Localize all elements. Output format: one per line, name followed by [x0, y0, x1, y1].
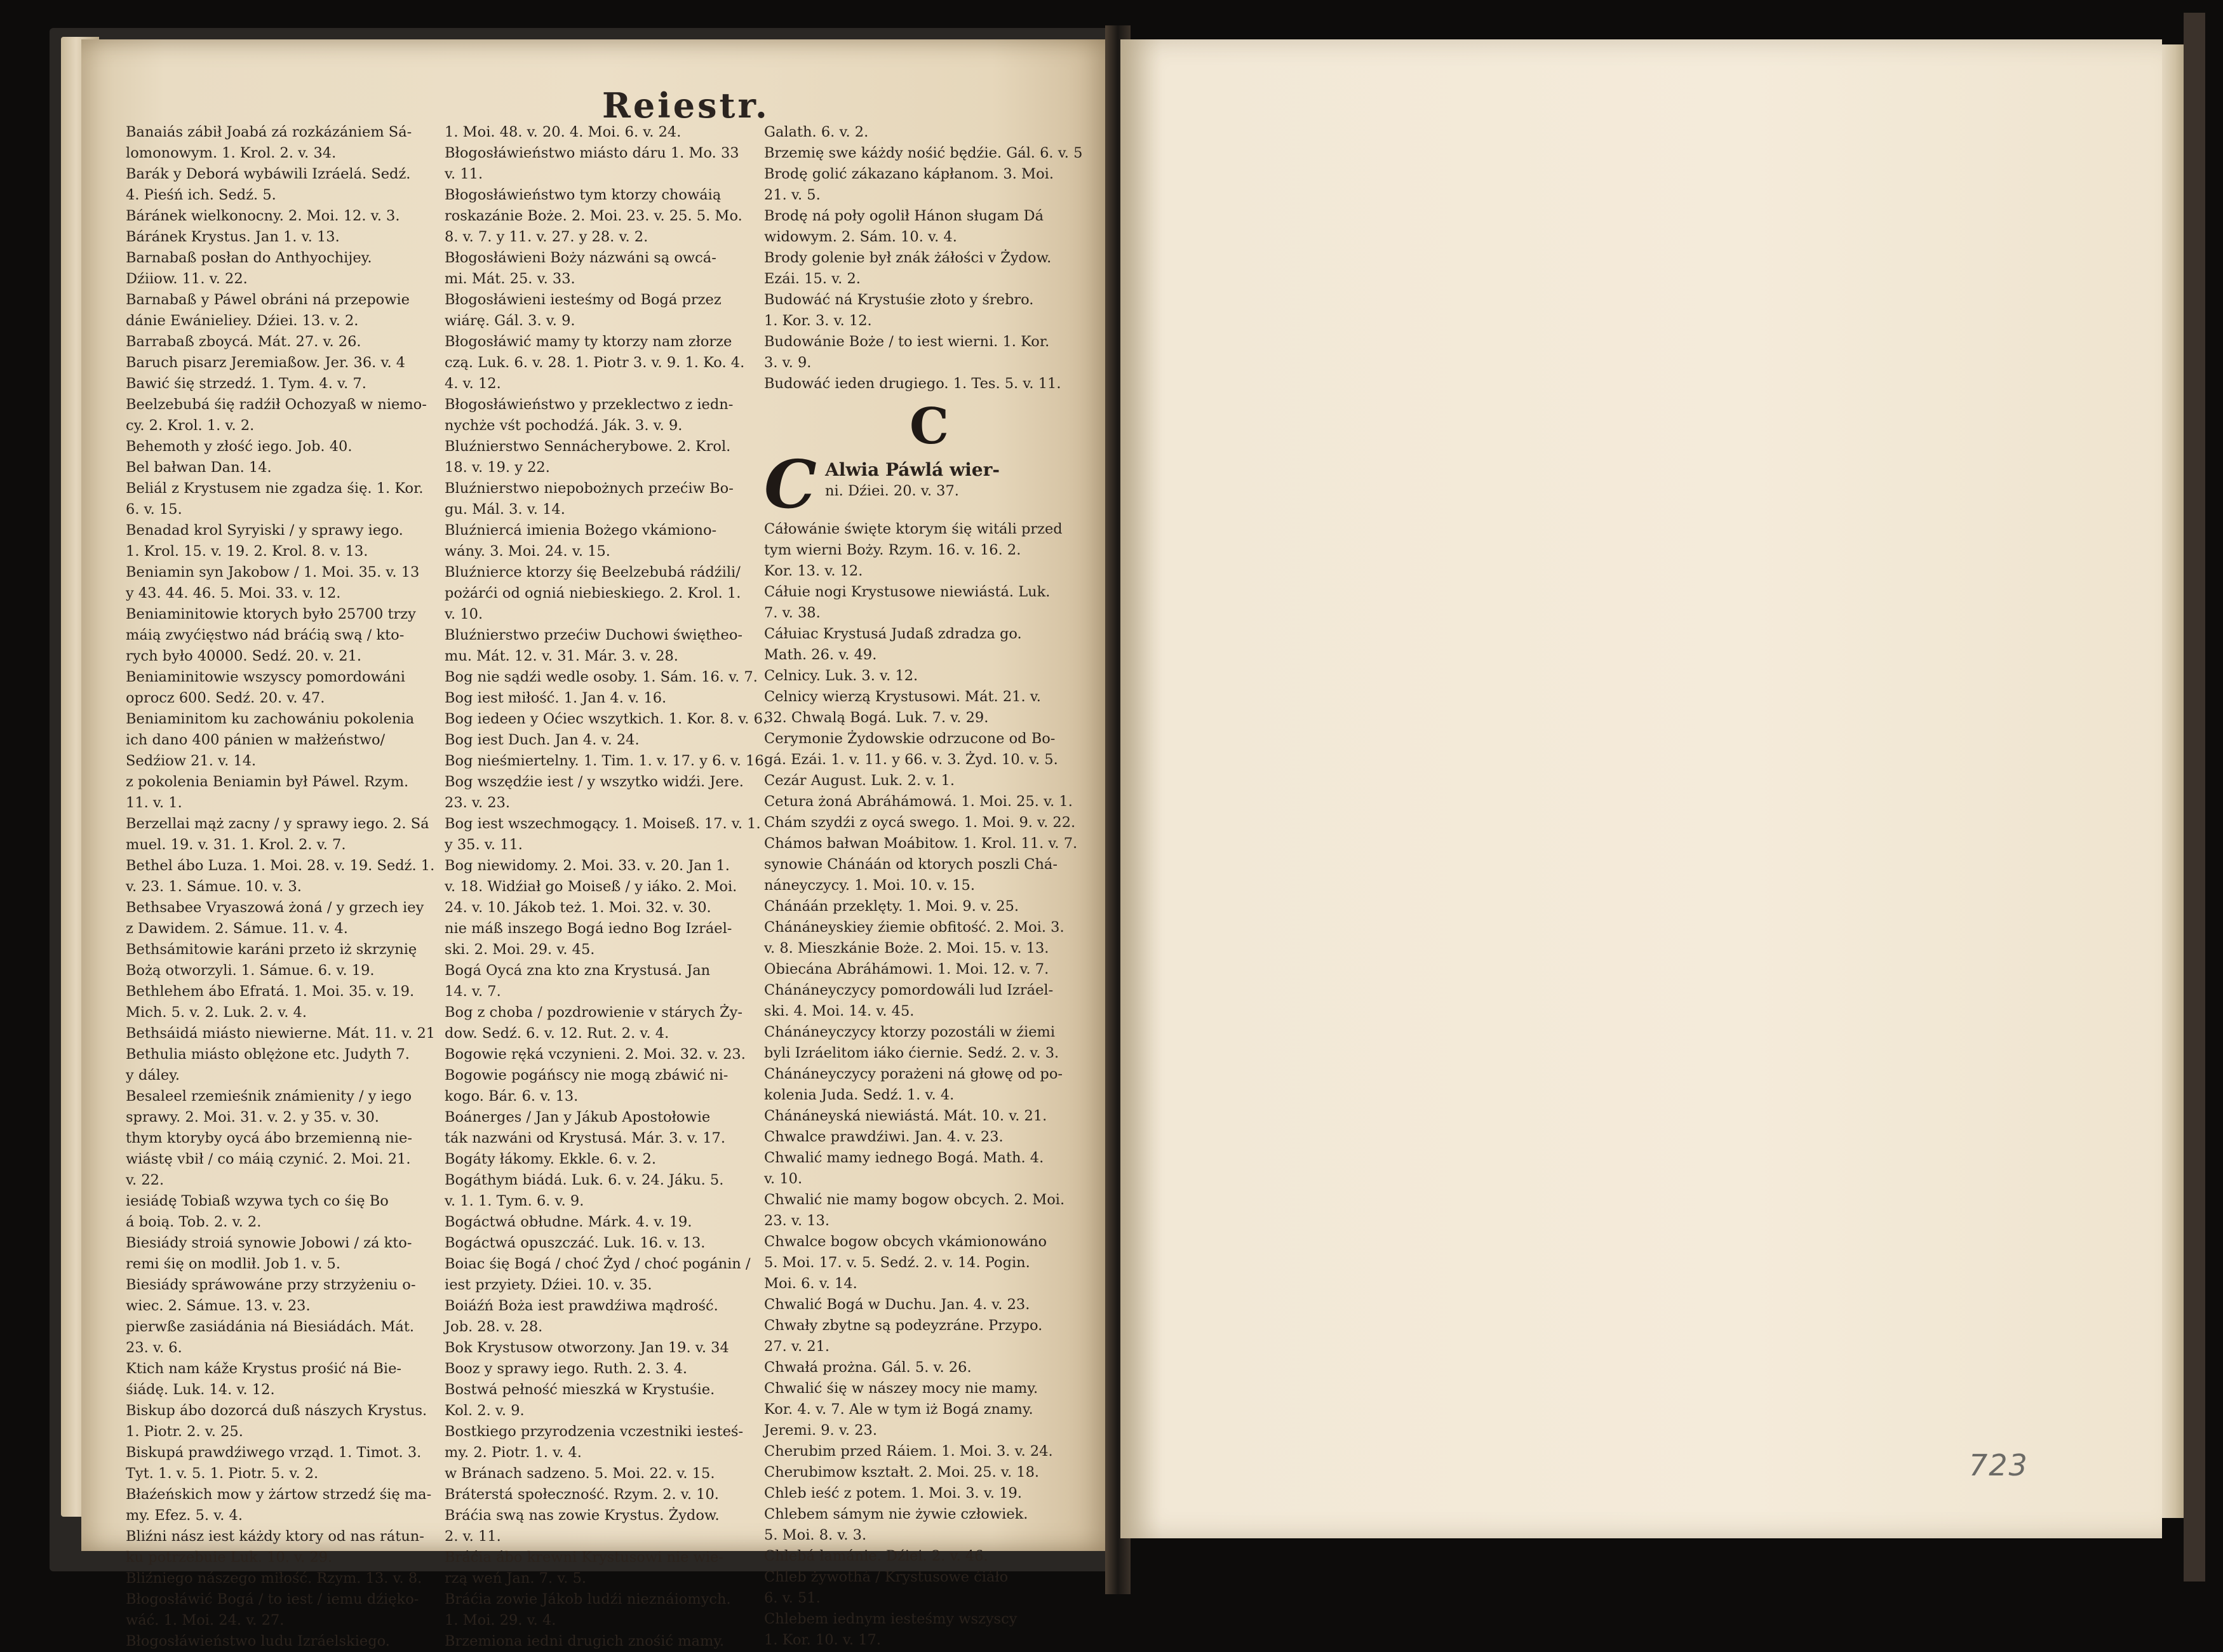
index-entry-line: Chám szydźi z oycá swego. 1. Moi. 9. v. 22.: [764, 814, 1076, 831]
index-entry-line: Bluźnierstwo niepobożnych przećiw Bo-: [445, 480, 734, 497]
index-entry-line: Bethulia miásto oblężone etc. Judyth 7.: [126, 1046, 410, 1063]
index-entry-line: Brodę golić zákazano kápłanom. 3. Moi.: [764, 166, 1054, 182]
index-entry-line: Bráćia zowie Jákob ludźi nieznáiomych.: [445, 1591, 731, 1608]
index-entry-line: 21. v. 5.: [764, 187, 821, 203]
index-entry-line: Bok Krystusow otworzony. Jan 19. v. 34: [445, 1340, 729, 1356]
index-entry-line: ski. 2. Moi. 29. v. 45.: [445, 941, 595, 958]
index-entry-line: 1. Piotr. 2. v. 25.: [126, 1423, 243, 1440]
index-entry-line: Beliál z Krystusem nie zgadza śię. 1. Kor.: [126, 480, 424, 497]
left-page: [81, 39, 1117, 1649]
index-entry-line: my. Efez. 5. v. 4.: [126, 1507, 243, 1524]
index-entry-line: Bog nieśmiertelny. 1. Tim. 1. v. 17. y 6. v. 16: [445, 753, 764, 769]
index-entry-line: Tyt. 1. v. 5. 1. Piotr. 5. v. 2.: [126, 1465, 319, 1482]
index-entry-line: Boánerges / Jan y Jákub Apostołowie: [445, 1109, 711, 1125]
index-entry-line: z pokolenia Beniamin był Páwel. Rzym.: [126, 774, 409, 790]
index-entry-line: Moi. 6. v. 14.: [764, 1275, 857, 1292]
index-entry-line: Brzemiona iedni drugich znośić mamy.: [445, 1633, 725, 1649]
index-entry-line: Bogowie pogáńscy nie mogą zbáwić ni-: [445, 1067, 729, 1084]
index-entry-line: Bog iest Duch. Jan 4. v. 24.: [445, 732, 640, 748]
index-entry-line: Bluźnierstwo Sennácherybowe. 2. Krol.: [445, 438, 731, 455]
index-entry-line: Bogáty łákomy. Ekkle. 6. v. 2.: [445, 1151, 656, 1167]
index-entry-line: 2. v. 11.: [445, 1528, 501, 1545]
index-entry-line: Benadad krol Syryiski / y sprawy iego.: [126, 522, 403, 539]
index-entry-line: Błogosłáwieństwo miásto dáru 1. Mo. 33: [445, 145, 739, 161]
index-entry-line: ku potrzebuie Luk. 10. v. 29.: [126, 1549, 333, 1566]
index-entry-line: Bluźniercá imienia Bożego vkámiono-: [445, 522, 717, 539]
index-entry-line: v. 11.: [445, 166, 483, 182]
index-entry-line: gá. Ezái. 1. v. 11. y 66. v. 3. Żyd. 10. v. 5.: [764, 751, 1058, 768]
index-entry-line: 1. Moi. 29. v. 4.: [445, 1612, 556, 1628]
index-entry-line: Cáłuie nogi Krystusowe niewiástá. Luk.: [764, 584, 1051, 600]
index-entry-line: Bráterstá społeczność. Rzym. 2. v. 10.: [445, 1486, 719, 1503]
index-entry-line: synowie Chánáán od ktorych poszli Chá-: [764, 856, 1058, 873]
index-entry-line: Błogosłáwieństwo ludu Izráelskiego.: [126, 1633, 390, 1649]
index-entry-line: 4. Pieśń ich. Sedź. 5.: [126, 187, 276, 203]
initial-entry-line-2: ni. Dźiei. 20. v. 37.: [825, 483, 959, 499]
right-cover: [2184, 13, 2205, 1581]
initial-entry-line-1: Alwia Páwlá wier-: [825, 459, 1000, 480]
index-entry-line: Beniamin syn Jakobow / 1. Moi. 35. v. 13: [126, 564, 420, 581]
index-entry-line: 1. Kor. 3. v. 12.: [764, 312, 872, 329]
index-entry-line: Jeremi. 9. v. 23.: [764, 1422, 877, 1439]
index-entry-line: thym ktoryby oycá ábo brzemienną nie-: [126, 1130, 412, 1146]
index-entry-line: Beniaminitowie ktorych było 25700 trzy: [126, 606, 416, 622]
index-entry-line: Chánáneyczycy porażeni ná głowę od po-: [764, 1066, 1063, 1082]
index-entry-line: Błogosłáwieństwo tym ktorzy chowáią: [445, 187, 722, 203]
index-entry-line: Biskup ábo dozorcá duß nászych Krystus.: [126, 1402, 427, 1419]
index-column-3: [764, 122, 1094, 1651]
index-entry-line: 6. v. 51.: [764, 1590, 821, 1606]
index-entry-line: rych było 40000. Sedź. 20. v. 21.: [126, 648, 362, 664]
index-entry-line: 11. v. 1.: [126, 795, 182, 811]
index-entry-line: Chleb ieść z potem. 1. Moi. 3. v. 19.: [764, 1485, 1022, 1501]
index-entry-line: 8. v. 7. y 11. v. 27. y 28. v. 2.: [445, 229, 648, 245]
index-entry-line: Bethlehem ábo Efratá. 1. Moi. 35. v. 19.: [126, 983, 415, 1000]
index-entry-line: Obiecána Abráhámowi. 1. Moi. 12. v. 7.: [764, 961, 1049, 977]
index-entry-line: Bawić śię strzedź. 1. Tym. 4. v. 7.: [126, 375, 366, 392]
index-entry-line: wáć. 1. Moi. 24. v. 27.: [126, 1612, 285, 1628]
index-entry-line: Chánáneyskiey źiemie obfitość. 2. Moi. 3.: [764, 919, 1064, 936]
index-entry-line: Brody golenie był znák żáłości v Żydow.: [764, 250, 1052, 266]
index-entry-line: 1. Moi. 48. v. 20. 4. Moi. 6. v. 24.: [445, 124, 682, 140]
right-page-blank: [1120, 39, 2162, 1538]
index-entry-line: Błogosłáwić Bogá / to iest / iemu dźięko-: [126, 1591, 419, 1608]
index-entry-line: cy. 2. Krol. 1. v. 2.: [126, 417, 255, 434]
index-entry-line: pierwße zasiádánia ná Biesiádách. Mát.: [126, 1319, 415, 1335]
index-entry-line: v. 22.: [126, 1172, 165, 1188]
index-entry-line: 14. v. 7.: [445, 983, 501, 1000]
index-entry-line: mu. Mát. 12. v. 31. Már. 3. v. 28.: [445, 648, 678, 664]
index-entry-line: nie máß inszego Bogá iedno Bog Izráel-: [445, 920, 732, 937]
index-entry-line: Galath. 6. v. 2.: [764, 124, 869, 140]
index-entry-line: v. 8. Mieszkánie Boże. 2. Moi. 15. v. 13.: [764, 940, 1049, 957]
index-entry-line: náneyczycy. 1. Moi. 10. v. 15.: [764, 877, 975, 894]
index-entry-line: Chlebá łamánie. Dźiei. 2. v. 46.: [764, 1548, 988, 1564]
index-entry-line: Mich. 5. v. 2. Luk. 2. v. 4.: [126, 1004, 307, 1021]
index-entry-line: Báránek Krystus. Jan 1. v. 13.: [126, 229, 340, 245]
index-entry-line: Bogáctwá obłudne. Márk. 4. v. 19.: [445, 1214, 692, 1230]
index-entry-line: Bogáthym biádá. Luk. 6. v. 24. Jáku. 5.: [445, 1172, 724, 1188]
right-page-edge: [2162, 44, 2184, 1518]
index-entry-line: Bog iedeen y Oćiec wszytkich. 1. Kor. 8. v. 6.: [445, 711, 768, 727]
index-entry-line: tym wierni Boży. Rzym. 16. v. 16. 2.: [764, 542, 1021, 558]
index-entry-line: y dáley.: [126, 1067, 180, 1084]
index-entry-line: dánie Ewánieliey. Dźiei. 13. v. 2.: [126, 312, 359, 329]
column-3-bottom-entries: [764, 519, 1094, 1651]
index-entry-line: remi śię on modlił. Job 1. v. 5.: [126, 1256, 340, 1272]
index-entry-line: Bostkiego przyrodzenia vczestniki iesteś-: [445, 1423, 744, 1440]
index-entry-line: Cerymonie Żydowskie odrzucone od Bo-: [764, 730, 1056, 747]
index-entry-line: ták nazwáni od Krystusá. Már. 3. v. 17.: [445, 1130, 726, 1146]
index-entry-line: czą. Luk. 6. v. 28. 1. Piotr 3. v. 9. 1. Ko. 4.: [445, 354, 745, 371]
index-entry-line: Bluźnierce ktorzy śię Beelzebubá rádźili/: [445, 564, 741, 581]
index-entry-line: Cáłuiac Krystusá Judaß zdradza go.: [764, 626, 1022, 642]
index-entry-line: Bog z choba / pozdrowienie v stárych Ży-: [445, 1004, 742, 1021]
index-entry-line: wiárę. Gál. 3. v. 9.: [445, 312, 575, 329]
index-entry-line: Bożą otworzyli. 1. Sámue. 6. v. 19.: [126, 962, 375, 979]
index-entry-line: v. 18. Widźiał go Moiseß / y iáko. 2. Moi.: [445, 878, 737, 895]
index-entry-line: v. 10.: [445, 606, 483, 622]
index-entry-line: 7. v. 38.: [764, 605, 821, 621]
index-entry-line: mi. Mát. 25. v. 33.: [445, 271, 575, 287]
index-entry-line: v. 1. 1. Tym. 6. v. 9.: [445, 1193, 584, 1209]
index-entry-line: Math. 26. v. 49.: [764, 647, 877, 663]
index-entry-line: 23. v. 13.: [764, 1212, 830, 1229]
index-entry-line: Brodę ná poły ogolił Hánon sługam Dá: [764, 208, 1044, 224]
index-entry-line: Biskupá prawdźiwego vrząd. 1. Timot. 3.: [126, 1444, 422, 1461]
index-entry-line: 32. Chwalą Bogá. Luk. 7. v. 29.: [764, 709, 989, 726]
index-entry-line: Chwalić Bogá w Duchu. Jan. 4. v. 23.: [764, 1296, 1030, 1313]
index-entry-line: Błogosłáwieni Boży názwáni są owcá-: [445, 250, 716, 266]
index-entry-line: Chwalce prawdźiwi. Jan. 4. v. 23.: [764, 1129, 1004, 1145]
index-entry-line: pożárći od ogniá niebieskiego. 2. Krol. 1.: [445, 585, 741, 601]
index-entry-line: iest przyiety. Dźiei. 10. v. 35.: [445, 1277, 652, 1293]
index-entry-line: Chleb żywothá / Krystusowe ćiáło: [764, 1569, 1009, 1585]
index-entry-line: 18. v. 19. y 22.: [445, 459, 550, 476]
index-entry-line: Błogosłáwieństwo y przeklectwo z iedn-: [445, 396, 734, 413]
index-entry-line: kolenia Juda. Sedź. 1. v. 4.: [764, 1087, 955, 1103]
index-entry-line: Cherubimow kształt. 2. Moi. 25. v. 18.: [764, 1464, 1040, 1481]
index-entry-line: Kor. 4. v. 7. Ale w tym iż Bogá znamy.: [764, 1401, 1033, 1418]
index-entry-line: z Dawidem. 2. Sámue. 11. v. 4.: [126, 920, 348, 937]
index-entry-line: śiádę. Luk. 14. v. 12.: [126, 1381, 275, 1398]
index-entry-line: rzą weń Jan. 7. v. 5.: [445, 1570, 587, 1587]
index-entry-line: Biesiády stroiá synowie Jobowi / zá kto-: [126, 1235, 412, 1251]
index-entry-line: 4. v. 12.: [445, 375, 501, 392]
index-entry-line: Bog niewidomy. 2. Moi. 33. v. 20. Jan 1.: [445, 857, 730, 874]
index-entry-line: á boią. Tob. 2. v. 2.: [126, 1214, 262, 1230]
index-entry-line: máią zwyćięstwo nád bráćią swą / kto-: [126, 627, 405, 643]
index-entry-line: 24. v. 10. Jákob też. 1. Moi. 32. v. 30.: [445, 899, 711, 916]
index-entry-line: Banaiás zábił Joabá zá rozkázániem Sá-: [126, 124, 412, 140]
index-entry-line: Chwalić mamy iednego Bogá. Math. 4.: [764, 1150, 1044, 1166]
index-entry-line: my. 2. Piotr. 1. v. 4.: [445, 1444, 582, 1461]
index-entry-line: Bethel ábo Luza. 1. Moi. 28. v. 19. Sedź. 1.: [126, 857, 435, 874]
index-entry-line: Ktich nam káže Krystus prośić ná Bie-: [126, 1360, 402, 1377]
index-entry-line: Biesiády spráwowáne przy strzyżeniu o-: [126, 1277, 416, 1293]
index-entry-line: Chánáneyczycy pomordowáli lud Izráel-: [764, 982, 1054, 998]
index-entry-line: Kol. 2. v. 9.: [445, 1402, 525, 1419]
index-entry-line: Báránek wielkonocny. 2. Moi. 12. v. 3.: [126, 208, 400, 224]
index-entry-line: Chlebem iednym iesteśmy wszyscy: [764, 1611, 1017, 1627]
index-entry-line: 6. v. 15.: [126, 501, 182, 518]
index-entry-line: Boiáźń Boża iest prawdźiwa mądrość.: [445, 1298, 718, 1314]
index-entry-line: Bog iest miłość. 1. Jan 4. v. 16.: [445, 690, 667, 706]
index-entry-line: wiec. 2. Sámue. 13. v. 23.: [126, 1298, 311, 1314]
index-entry-line: Budowánie Boże / to iest wierni. 1. Kor.: [764, 333, 1050, 350]
index-entry-line: 5. Moi. 17. v. 5. Sedź. 2. v. 14. Pogin.: [764, 1254, 1030, 1271]
index-entry-line: Beniaminitowie wszyscy pomordowáni: [126, 669, 405, 685]
index-entry-line: Cherubim przed Ráiem. 1. Moi. 3. v. 24.: [764, 1443, 1053, 1460]
index-entry-line: Celnicy wierzą Krystusowi. Mát. 21. v.: [764, 688, 1041, 705]
index-entry-line: 1. Krol. 15. v. 19. 2. Krol. 8. v. 13.: [126, 543, 368, 560]
index-entry-line: nychże vśt pochodźá. Ják. 3. v. 9.: [445, 417, 683, 434]
index-entry-line: Sedźiow 21. v. 14.: [126, 753, 257, 769]
index-entry-line: Cezár August. Luk. 2. v. 1.: [764, 772, 955, 789]
index-entry-line: Chánáneyczycy ktorzy pozostáli w źiemi: [764, 1024, 1056, 1040]
index-entry-line: Bog nie sądźi wedle osoby. 1. Sám. 16. v. 7.: [445, 669, 758, 685]
index-entry-line: kogo. Bár. 6. v. 13.: [445, 1088, 579, 1105]
index-entry-line: Bluźnierstwo przećiw Duchowi świętheo-: [445, 627, 743, 643]
index-entry-line: w Bránach sadzeno. 5. Moi. 22. v. 15.: [445, 1465, 715, 1482]
index-entry-line: Chwałá prożna. Gál. 5. v. 26.: [764, 1359, 972, 1376]
index-entry-line: Budowáć ná Krystuśie złoto y śrebro.: [764, 292, 1034, 308]
index-entry-line: 27. v. 21.: [764, 1338, 830, 1355]
index-entry-line: Baruch pisarz Jeremiaßow. Jer. 36. v. 4: [126, 354, 406, 371]
running-head: Reiestr.: [602, 85, 770, 126]
index-entry-line: Booz y sprawy iego. Ruth. 2. 3. 4.: [445, 1360, 688, 1377]
index-entry-line: ich dano 400 pánien w małżeństwo/: [126, 732, 386, 748]
index-entry-line: y 35. v. 11.: [445, 836, 523, 853]
index-entry-line: Budowáć ieden drugiego. 1. Tes. 5. v. 11.: [764, 375, 1061, 392]
drop-cap: C: [764, 445, 817, 523]
index-entry-line: v. 23. 1. Sámue. 10. v. 3.: [126, 878, 302, 895]
index-entry-line: widowym. 2. Sám. 10. v. 4.: [764, 229, 957, 245]
index-entry-line: lomonowym. 1. Krol. 2. v. 34.: [126, 145, 337, 161]
index-entry-line: Behemoth y złość iego. Job. 40.: [126, 438, 353, 455]
index-entry-line: Boiac śię Bogá / choć Żyd / choć pogánin /: [445, 1256, 751, 1272]
index-entry-line: Barnabaß posłan do Anthyochijey.: [126, 250, 372, 266]
index-entry-line: Bethsámitowie karáni przeto iż skrzynię: [126, 941, 417, 958]
index-entry-line: Bogáctwá opuszczáć. Luk. 16. v. 13.: [445, 1235, 706, 1251]
index-entry-line: 5. Moi. 8. v. 3.: [764, 1527, 867, 1543]
handwritten-page-number: 723: [1969, 1448, 2029, 1482]
index-entry-line: 23. v. 6.: [126, 1340, 182, 1356]
index-entry-line: Celnicy. Luk. 3. v. 12.: [764, 668, 918, 684]
index-entry-line: roskazánie Boże. 2. Moi. 23. v. 25. 5. Mo.: [445, 208, 742, 224]
index-entry-line: Bliźniego nászego miłość. Rzym. 13. v. 8.: [126, 1570, 422, 1587]
index-entry-line: ski. 4. Moi. 14. v. 45.: [764, 1003, 915, 1019]
section-letter: C: [909, 398, 950, 455]
index-column-2: [445, 122, 769, 1652]
index-entry-line: Błogosłáwieni iesteśmy od Bogá przez: [445, 292, 722, 308]
index-column-1: [126, 122, 443, 1652]
index-entry-line: Błaźeńskich mow y żártow strzedź śię ma-: [126, 1486, 432, 1503]
index-entry-line: Bostwá pełność mieszká w Krystuśie.: [445, 1381, 715, 1398]
index-entry-line: 3. v. 9.: [764, 354, 812, 371]
index-entry-line: Bogá Oycá zna kto zna Krystusá. Jan: [445, 962, 711, 979]
index-entry-line: 23. v. 23.: [445, 795, 511, 811]
index-entry-line: byli Izráelitom iáko ćiernie. Sedź. 2. v. 3.: [764, 1045, 1059, 1061]
index-entry-line: Beniaminitom ku zachowániu pokolenia: [126, 711, 415, 727]
index-entry-line: Chlebem sámym nie żywie człowiek.: [764, 1506, 1028, 1522]
index-entry-line: dow. Sedź. 6. v. 12. Rut. 2. v. 4.: [445, 1025, 669, 1042]
index-entry-line: Chwalić śię w nászey mocy nie mamy.: [764, 1380, 1038, 1397]
column-3-top-entries: [764, 122, 1094, 394]
index-entry-line: Bog iest wszechmogący. 1. Moiseß. 17. v. 1.: [445, 816, 761, 832]
index-entry-line: Barrabaß zboycá. Mát. 27. v. 26.: [126, 333, 361, 350]
index-entry-line: Błogosłáwić mamy ty ktorzy nam złorze: [445, 333, 732, 350]
index-entry-line: v. 10.: [764, 1171, 803, 1187]
index-entry-line: Chwalić nie mamy bogow obcych. 2. Moi.: [764, 1192, 1065, 1208]
index-entry-line: Bethsabee Vryaszowá żoná / y grzech iey: [126, 899, 424, 916]
index-entry-line: muel. 19. v. 31. 1. Krol. 2. v. 7.: [126, 836, 346, 853]
index-entry-line: Dźiiow. 11. v. 22.: [126, 271, 248, 287]
index-entry-line: Bráćia ábo krewni Krystusowi nie wie-: [445, 1549, 723, 1566]
index-entry-line: wány. 3. Moi. 24. v. 15.: [445, 543, 610, 560]
index-entry-line: sprawy. 2. Moi. 31. v. 2. y 35. v. 30.: [126, 1109, 379, 1125]
index-entry-line: oprocz 600. Sedź. 20. v. 47.: [126, 690, 325, 706]
index-entry-line: Chwały zbytne są podeyzráne. Przypo.: [764, 1317, 1043, 1334]
index-entry-line: Beelzebubá śię radźił Ochozyaß w niemo-: [126, 396, 427, 413]
index-entry-line: Bráćia swą nas zowie Krystus. Żydow.: [445, 1507, 720, 1524]
index-entry-line: Bethsáidá miásto niewierne. Mát. 11. v. 21: [126, 1025, 436, 1042]
index-entry-line: Chwalce bogow obcych vkámionowáno: [764, 1233, 1047, 1250]
index-entry-line: Chánáán przeklęty. 1. Moi. 9. v. 25.: [764, 898, 1019, 915]
index-entry-line: 1. Kor. 10. v. 17.: [764, 1632, 882, 1648]
index-entry-line: Berzellai mąż zacny / y sprawy iego. 2. Sá: [126, 816, 429, 832]
index-entry-line: Chánáneyská niewiástá. Mát. 10. v. 21.: [764, 1108, 1047, 1124]
index-entry-line: Bogowie ręká vczynieni. 2. Moi. 32. v. 23.: [445, 1046, 746, 1063]
index-entry-line: Chámos bałwan Moábitow. 1. Krol. 11. v. 7.: [764, 835, 1078, 852]
index-entry-line: Barák y Deborá wybáwili Izráelá. Sedź.: [126, 166, 411, 182]
index-entry-line: y 43. 44. 46. 5. Moi. 33. v. 12.: [126, 585, 341, 601]
index-entry-line: Kor. 13. v. 12.: [764, 563, 863, 579]
index-entry-line: Barnabaß y Páwel obráni ná przepowie: [126, 292, 410, 308]
index-entry-line: gu. Mál. 3. v. 14.: [445, 501, 565, 518]
index-entry-line: iesiádę Tobiaß wzywa tych co śię Bo: [126, 1193, 389, 1209]
initial-entry: [764, 445, 1094, 523]
index-entry-line: Ezái. 15. v. 2.: [764, 271, 861, 287]
index-entry-line: wiástę vbił / co máią czynić. 2. Moi. 21.: [126, 1151, 411, 1167]
index-entry-line: Cetura żoná Abráhámowá. 1. Moi. 25. v. 1.: [764, 793, 1073, 810]
index-entry-line: Cáłowánie święte ktorym śię witáli przed: [764, 521, 1063, 537]
index-entry-line: Brzemię swe káżdy nośić będźie. Gál. 6. v. 5: [764, 145, 1083, 161]
index-entry-line: Job. 28. v. 28.: [445, 1319, 543, 1335]
index-entry-line: Besaleel rzemieśnik známienity / y iego: [126, 1088, 412, 1105]
index-entry-line: Bliźni nász iest káżdy ktory od nas rátun-: [126, 1528, 424, 1545]
index-entry-line: Bog wszędźie iest / y wszytko widźi. Jere.: [445, 774, 744, 790]
index-entry-line: Bel bałwan Dan. 14.: [126, 459, 272, 476]
